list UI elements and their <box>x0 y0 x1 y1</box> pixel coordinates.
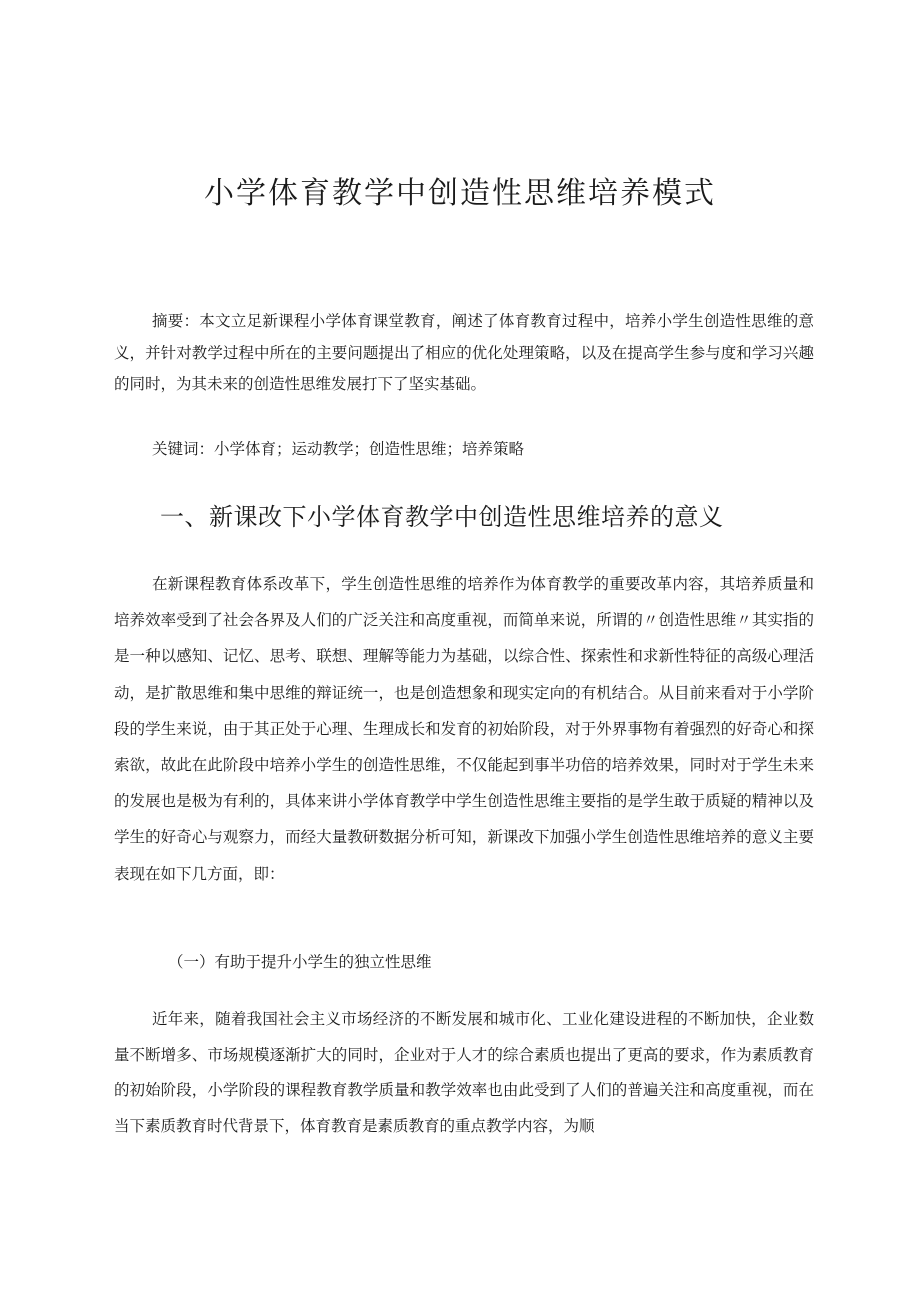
abstract-paragraph: 摘要：本文立足新课程小学体育课堂教育，阐述了体育教育过程中，培养小学生创造性思维的意义，并针对教学过程中所在的主要问题提出了相应的优化处理策略，以及在提高学生参与度和学习兴趣的同时，为其未来的创造性思维发展打下了坚实基础。 <box>114 312 814 393</box>
keywords-line: 关键词：小学体育；运动教学；创造性思维；培养策略 <box>152 440 525 458</box>
subsection-1-paragraph: 近年来，随着我国社会主义市场经济的不断发展和城市化、工业化建设进程的不断加快，企业数量不断增多、市场规模逐渐扩大的同时，企业对于人才的综合素质也提出了更高的要求，作为素质教育的初始阶段，小学阶段的课程教育教学质量和教学效率也由此受到了人们的普遍关注和高度重视，而在当下素质教育时代背景下，体育教育是素质教育的重点教学内容，为顺 <box>114 1010 814 1135</box>
document-title: 小学体育教学中创造性思维培养模式 <box>204 176 716 211</box>
subsection-heading-1: （一）有助于提升小学生的独立性思维 <box>168 953 432 971</box>
section-1-paragraph: 在新课程教育体系改革下，学生创造性思维的培养作为体育教学的重要改革内容，其培养质量和培养效率受到了社会各界及人们的广泛关注和高度重视，而简单来说，所谓的〃创造性思维〃其实指的是一种以感知、记忆、思考、联想、理解等能力为基础，以综合性、探索性和求新性特征的高级心理活动，是扩散思维和集中思维的辩证统一，也是创造想象和现实定向的有机结合。从目前来看对于小学阶段的学生来说，由于其正处于心理、生理成长和发育的初始阶段，对于外界事物有着强烈的好奇心和探索欲，故此在此阶段中培养小学生的创造性思维，不仅能起到事半功倍的培养效果，同时对于学生未来的发展也是极为有利的，具体来讲小学体育教学中学生创造性思维主要指的是学生敢于质疑的精神以及学生的好奇心与观察力，而经大量教研数据分析可知，新课改下加强小学生创造性思维培养的意义主要表现在如下几方面，即： <box>114 575 814 883</box>
section-heading-1: 一、新课改下小学体育教学中创造性思维培养的意义 <box>160 503 724 531</box>
